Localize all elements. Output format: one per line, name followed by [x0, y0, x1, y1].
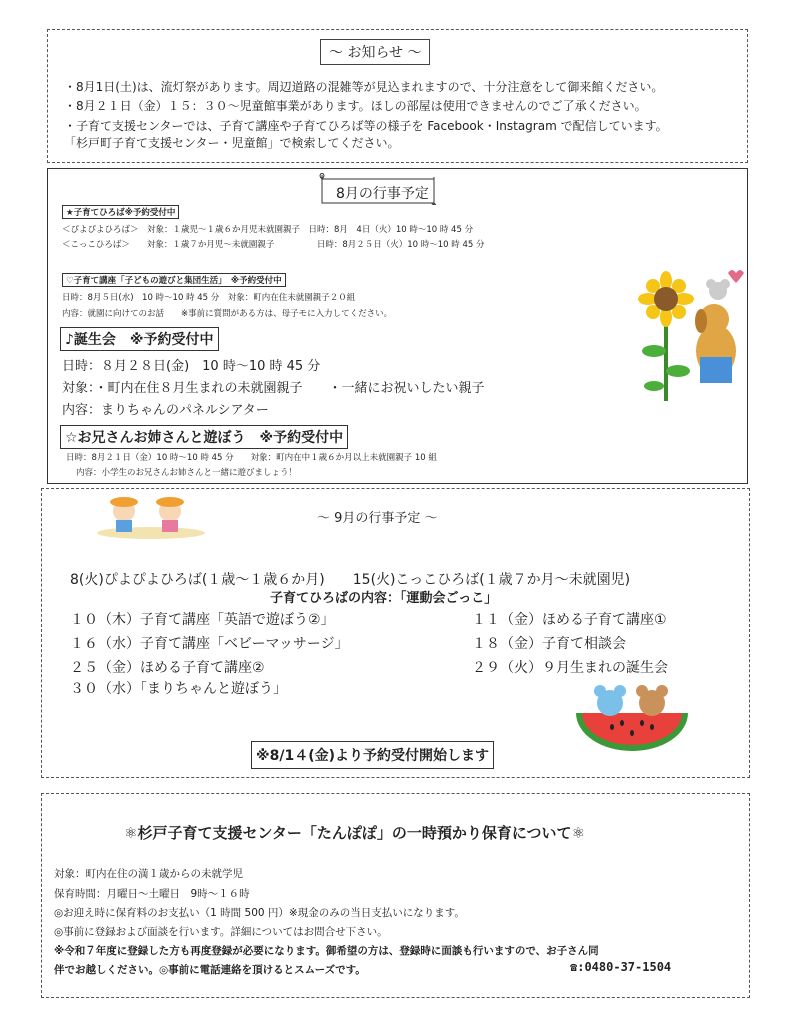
birthday-line-1: 日時：８月２８日(金) 10 時～10 時 45 分 — [62, 359, 321, 374]
september-left-4: ３０（水）「まりちゃんと遊ぼう」 — [70, 681, 287, 697]
siblings-line-2: 内容：小学生のお兄さんお姉さんと一緒に遊びましょう！ — [76, 468, 298, 478]
childcare-bold-line-1: ※令和７年度に登録した方も再度登録が必要になります。御希望の方は、登録時に面談も行いますので、お子さん同 — [54, 945, 599, 957]
childcare-line-1: 対象：町内在住の満１歳からの未就学児 — [54, 868, 243, 880]
childcare-line-3: ◎お迎え時に保育料のお支払い（1 時間 500 円）※現金のみの当日支払いになります。 — [54, 907, 465, 919]
childcare-line-4: ◎事前に登録および面談を行います。詳細についてはお問合せ下さい。 — [54, 926, 388, 938]
august-title-scroll — [318, 173, 438, 203]
birthday-tag — [60, 327, 219, 351]
childcare-heading — [124, 822, 585, 843]
flower-icon-right: ⚛ — [571, 824, 586, 842]
siblings-tag — [60, 425, 348, 449]
hiroba-line-2: ＜こっこひろば＞ 対象：１歳７か月児～未就園親子 日時：8月２５日（火）10 時～10 時 45 分 — [62, 240, 485, 250]
september-right-1: １１（金）ほめる子育て講座① — [472, 612, 667, 628]
sunflower-dog-illustration — [636, 261, 746, 411]
kouza-tag-label: ♡子育て講座「子どもの遊びと集団生活」 ※予約受付中 — [62, 273, 286, 287]
notice-title: ～ お知らせ ～ — [320, 39, 430, 65]
notice-section — [47, 29, 748, 163]
notice-line-4: 「杉戸町子育て支援センター・児童館」で検索してください。 — [64, 136, 400, 150]
notice-line-2: ・8月２１日（金）１５：３０～児童館事業があります。ほしの部屋は使用できませんのでご了承ください。 — [64, 99, 647, 113]
birthday-tag-label: ♪誕生会 ※予約受付中 — [60, 327, 219, 351]
september-left-1: １０（木）子育て講座「英語で遊ぼう②」 — [70, 612, 335, 628]
september-line-1: 8(火)ぴよぴよひろば(１歳～１歳６か月) 15(火)こっこひろば(１歳７か月～未就園児) — [70, 572, 631, 588]
hiroba-line-1: ＜ぴよぴよひろば＞ 対象：１歳児～１歳６か月児未就園親子 日時：8月 4日（火）10 時～10 時 45 分 — [62, 225, 474, 235]
september-left-3: ２５（金）ほめる子育て講座② — [70, 660, 265, 676]
september-left-2: １６（水）子育て講座「ベビーマッサージ」 — [70, 636, 349, 652]
august-title: 8月の行事予定 — [336, 186, 429, 202]
childcare-phone: ☎:0480-37-1504 — [570, 960, 672, 974]
notice-line-1: ・8月1日(土)は、流灯祭があります。周辺道路の混雑等が見込まれますので、十分注意をして御来館ください。 — [64, 80, 664, 94]
september-reserve: ※8/1４(金)より予約受付開始します — [256, 748, 490, 764]
september-right-2: １８（金）子育て相談会 — [472, 636, 626, 652]
birthday-line-3: 内容：まりちゃんのパネルシアター — [62, 403, 269, 418]
september-line-2: 子育てひろばの内容：「運動会ごっこ」 — [270, 591, 498, 606]
kouza-line-2: 内容：就園に向けてのお話 ※事前に質問がある方は、母子モに入力してください。 — [62, 309, 393, 319]
childcare-title: 杉戸子育て支援センター「たんぽぽ」の一時預かり保育について — [137, 824, 572, 842]
august-section — [47, 168, 748, 484]
september-section — [41, 488, 750, 778]
september-reserve-box — [251, 741, 494, 769]
childcare-line-2: 保育時間：月曜日～土曜日 9時～１６時 — [54, 888, 250, 900]
september-title: ～ 9月の行事予定 ～ — [317, 511, 438, 526]
siblings-line-1: 日時：8月２１日（金）10 時～10 時 45 分 対象：町内在中１歳６か月以上未就園親子 10 組 — [66, 453, 437, 463]
childcare-section — [41, 793, 750, 998]
september-right-3: ２９（火）９月生まれの誕生会 — [472, 660, 668, 676]
hiroba-tag-label: ★子育てひろば※予約受付中 — [62, 205, 179, 219]
hiroba-tag — [62, 205, 179, 219]
kouza-line-1: 日時：8月５日(水) 10 時～10 時 45 分 対象：町内在住未就園親子２０組 — [62, 293, 356, 303]
siblings-tag-label: ☆お兄さんお姉さんと遊ぼう ※予約受付中 — [60, 425, 348, 449]
childcare-bold-line-2: 伴でお越しください。◎事前に電話連絡を頂けるとスムーズです。 — [54, 964, 366, 976]
notice-line-3: ・子育て支援センターでは、子育て講座や子育てひろば等の様子を Facebook・Instagram で配信しています。 — [64, 119, 668, 133]
children-illustration — [96, 491, 206, 539]
kouza-tag — [62, 273, 286, 287]
watermelon-mice-illustration — [572, 683, 692, 753]
flower-icon-left: ⚛ — [124, 824, 138, 842]
birthday-line-2: 対象：・町内在住８月生まれの未就園親子 ・一緒にお祝いしたい親子 — [62, 381, 485, 396]
